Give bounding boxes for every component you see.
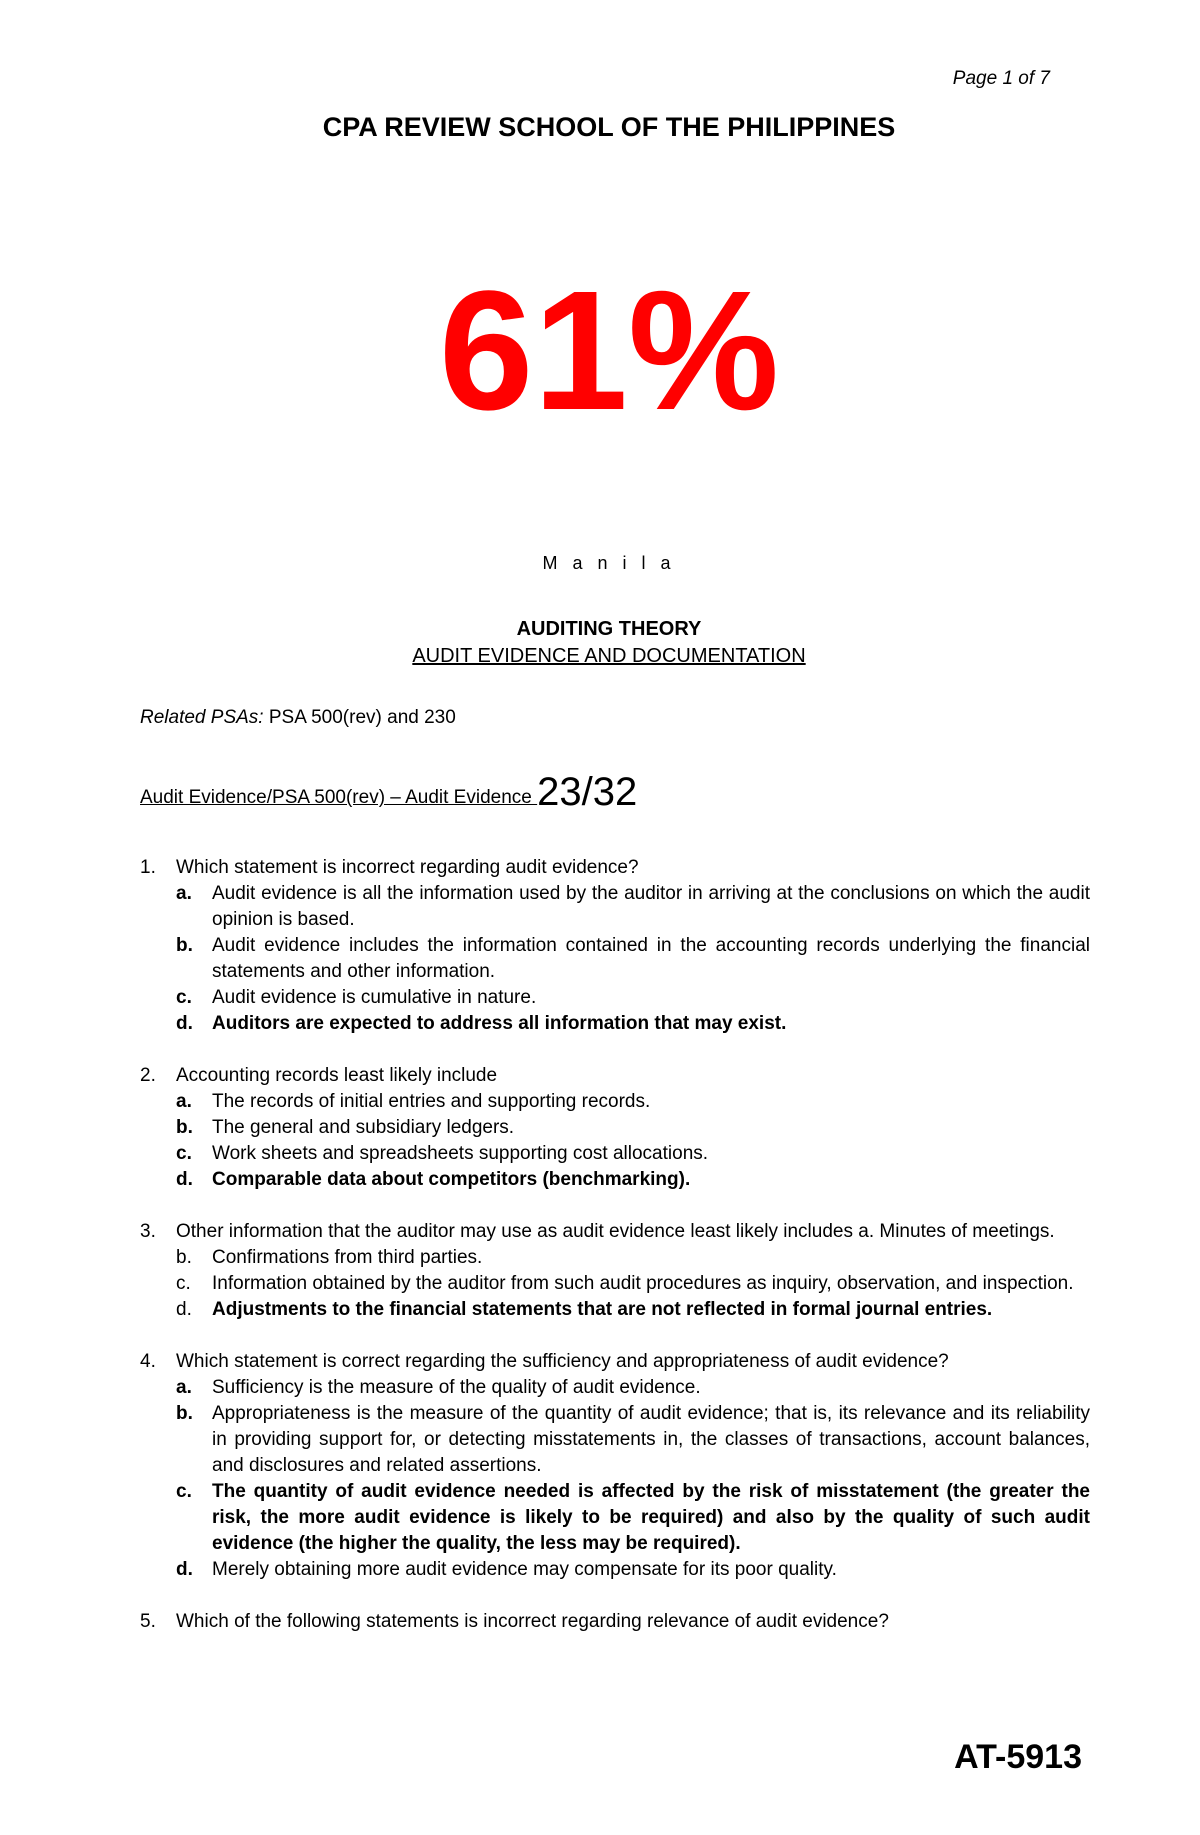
- option-letter: c.: [176, 987, 192, 1008]
- section-title: Audit Evidence/PSA 500(rev) – Audit Evidence: [140, 787, 538, 808]
- option-c-answer: [176, 1479, 1090, 1557]
- option-letter: b.: [176, 1117, 193, 1138]
- option-letter: d.: [176, 1013, 193, 1034]
- option-d-answer: [176, 1011, 1090, 1037]
- document-code: AT-5913: [954, 1738, 1082, 1776]
- option-letter: a.: [176, 1377, 192, 1398]
- related-psas: [140, 707, 456, 729]
- option-text: Comparable data about competitors (benchmarking).: [212, 1169, 691, 1190]
- question-number: 5.: [140, 1611, 156, 1632]
- question-number: 4.: [140, 1351, 156, 1372]
- score-stamp: 61%: [438, 256, 780, 446]
- option-letter: a.: [176, 883, 192, 904]
- option-a: [176, 881, 1090, 933]
- question-text: Other information that the auditor may use as audit evidence least likely includes a. Minutes of meetings.: [176, 1221, 1055, 1242]
- school-name: CPA REVIEW SCHOOL OF THE PHILIPPINES: [322, 112, 896, 142]
- option-letter: d.: [176, 1169, 193, 1190]
- option-b: [176, 1115, 1090, 1141]
- option-text: Work sheets and spreadsheets supporting cost allocations.: [212, 1143, 709, 1164]
- option-letter: b.: [176, 1247, 192, 1268]
- question-text: Which of the following statements is incorrect regarding relevance of audit evidence?: [176, 1611, 889, 1632]
- section-score: 23/32: [537, 770, 638, 814]
- question-number: 1.: [140, 857, 156, 878]
- option-text: Confirmations from third parties.: [212, 1247, 483, 1268]
- option-text: The quantity of audit evidence needed is affected by the risk of misstatement (the greater the risk, the more audit evidence is likely to be required) and also by the quality of such audit evidence (the higher the quality, the less may be required).: [212, 1481, 1090, 1554]
- question-number: 3.: [140, 1221, 156, 1242]
- option-d: [176, 1557, 1090, 1583]
- option-text: The records of initial entries and supporting records.: [212, 1091, 651, 1112]
- option-text: Audit evidence is cumulative in nature.: [212, 987, 537, 1008]
- subject-title: AUDITING THEORY: [516, 618, 702, 640]
- option-b: [176, 1401, 1090, 1479]
- option-text: Audit evidence is all the information used by the auditor in arriving at the conclusions on which the audit opinion is based.: [212, 883, 1090, 930]
- option-text: Auditors are expected to address all information that may exist.: [212, 1013, 787, 1034]
- option-c: [176, 1271, 1090, 1297]
- related-psas-value: PSA 500(rev) and 230: [263, 707, 456, 728]
- question-list: [140, 855, 1090, 1661]
- option-text: Merely obtaining more audit evidence may compensate for its poor quality.: [212, 1559, 837, 1580]
- section-heading: [140, 770, 637, 815]
- option-text: Sufficiency is the measure of the quality of audit evidence.: [212, 1377, 701, 1398]
- option-letter: c.: [176, 1143, 192, 1164]
- topic-title: AUDIT EVIDENCE AND DOCUMENTATION: [412, 645, 806, 667]
- question-1: [140, 855, 1090, 1037]
- option-a: [176, 1089, 1090, 1115]
- option-letter: c.: [176, 1481, 192, 1502]
- question-4: [140, 1349, 1090, 1583]
- option-b: [176, 933, 1090, 985]
- option-c: [176, 985, 1090, 1011]
- question-text: Accounting records least likely include: [176, 1065, 498, 1086]
- option-text: Adjustments to the financial statements that are not reflected in formal journal entries.: [212, 1299, 993, 1320]
- option-text: Audit evidence includes the information contained in the accounting records underlying the financial statements and other information.: [212, 935, 1090, 982]
- option-letter: d.: [176, 1299, 192, 1320]
- question-5: [140, 1609, 1090, 1635]
- option-letter: b.: [176, 935, 193, 956]
- option-text: Appropriateness is the measure of the quantity of audit evidence; that is, its relevance and its reliability in providing support for, or detecting misstatements in, the classes of transactions, account balances, and disclosures and related assertions.: [212, 1403, 1090, 1476]
- option-letter: b.: [176, 1403, 193, 1424]
- question-number: 2.: [140, 1065, 156, 1086]
- question-text: Which statement is incorrect regarding audit evidence?: [176, 857, 639, 878]
- option-c: [176, 1141, 1090, 1167]
- city: M a n i l a: [542, 553, 676, 573]
- option-text: Information obtained by the auditor from such audit procedures as inquiry, observation, and inspection.: [212, 1273, 1074, 1294]
- option-a: [176, 1375, 1090, 1401]
- option-letter: d.: [176, 1559, 193, 1580]
- option-d-answer: [176, 1167, 1090, 1193]
- question-3: [140, 1219, 1090, 1323]
- question-text: Which statement is correct regarding the sufficiency and appropriateness of audit evidence?: [176, 1351, 949, 1372]
- option-letter: a.: [176, 1091, 192, 1112]
- option-text: The general and subsidiary ledgers.: [212, 1117, 515, 1138]
- question-2: [140, 1063, 1090, 1193]
- option-letter: c.: [176, 1273, 191, 1294]
- option-d-answer: [176, 1297, 1090, 1323]
- related-psas-label: Related PSAs:: [140, 707, 264, 728]
- option-b: [176, 1245, 1090, 1271]
- page-number: Page 1 of 7: [952, 68, 1050, 89]
